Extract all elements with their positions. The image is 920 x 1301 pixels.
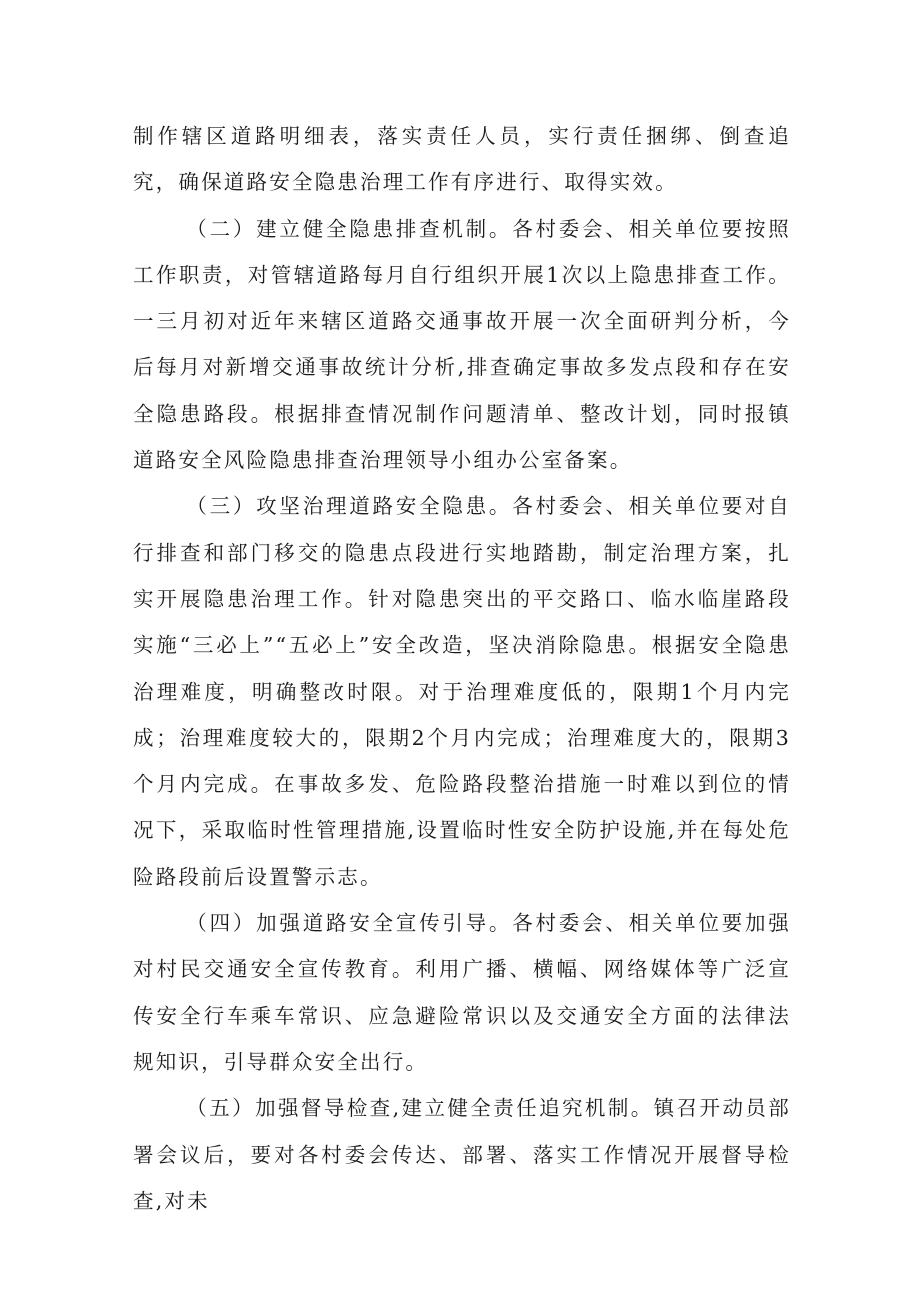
paragraph-hazard-remediation: （三）攻坚治理道路安全隐患。各村委会、相关单位要对自行排查和部门移交的隐患点段进行实地踏勘，制定治理方案，扎实开展隐患治理工作。针对隐患突出的平交路口、临水临崖路段实施“三必上”“五必上”安全改造，坚决消除隐患。根据安全隐患治理难度，明确整改时限。对于治理难度低的，限期1个月内完成；治理难度较大的，限期2个月内完成；治理难度大的，限期3个月内完成。在事故多发、危险路段整治措施一时难以到位的情况下，采取临时性管理措施,设置临时性安全防护设施,并在每处危险路段前后设置警示志。	[133, 494, 791, 889]
paragraph-continuation: 制作辖区道路明细表，落实责任人员，实行责任捆绑、倒查追究，确保道路安全隐患治理工作有序进行、取得实效。	[133, 124, 791, 195]
paragraph-supervision: （五）加强督导检查,建立健全责任追究机制。镇召开动员部署会议后，要对各村委会传达、部署、落实工作情况开展督导检查,对未	[133, 1096, 791, 1213]
paragraph-safety-publicity: （四）加强道路安全宣传引导。各村委会、相关单位要加强对村民交通安全宣传教育。利用广播、横幅、网络媒体等广泛宣传安全行车乘车常识、应急避险常识以及交通安全方面的法律法规知识，引导群众安全出行。	[133, 911, 791, 1074]
paragraph-hazard-inspection: （二）建立健全隐患排查机制。各村委会、相关单位要按照工作职责，对管辖道路每月自行组织开展1次以上隐患排查工作。一三月初对近年来辖区道路交通事故开展一次全面研判分析，今后每月对新增交通事故统计分析,排查确定事故多发点段和存在安全隐患路段。根据排查情况制作问题清单、整改计划，同时报镇道路安全风险隐患排查治理领导小组办公室备案。	[133, 216, 791, 473]
document-body	[133, 113, 791, 1224]
